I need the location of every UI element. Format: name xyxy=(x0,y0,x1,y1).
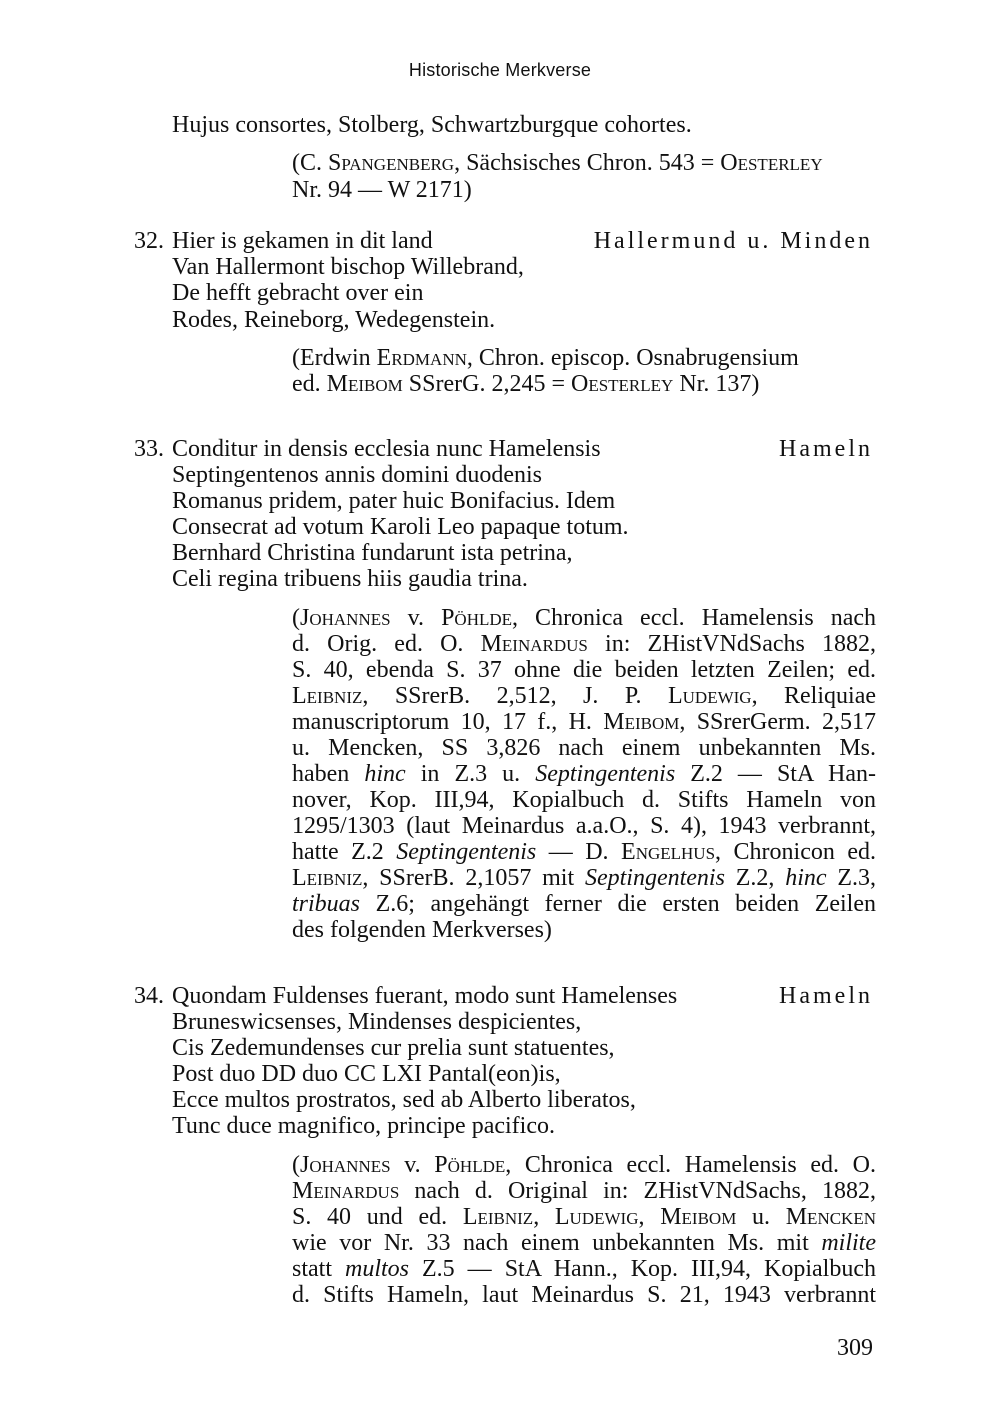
source-line: nover, Kop. III,94, Kopialbuch d. Stifts Hameln von xyxy=(292,787,876,813)
author-name: Oesterley xyxy=(720,150,823,176)
source-line: S. 40 und ed. Leibniz, Ludewig, Meibom u. Mencken xyxy=(292,1204,876,1230)
verse-line: De hefft gebracht over ein xyxy=(172,280,424,306)
author-name: Johannes xyxy=(300,1152,391,1178)
place-name: Hameln xyxy=(779,983,873,1009)
verse-line: Ecce multos prostratos, sed ab Alberto liberatos, xyxy=(172,1087,636,1113)
variant-reading: Septingentenis xyxy=(535,761,676,787)
verse-line: Van Hallermont bischop Willebrand, xyxy=(172,254,524,280)
verse-line: Conditur in densis ecclesia nunc Hamelensis xyxy=(172,436,601,462)
source-line: (Johannes v. Pöhlde, Chronica eccl. Hamelensis nach xyxy=(292,605,876,631)
verse-line: Bruneswicsenses, Mindenses despicientes, xyxy=(172,1009,582,1035)
source-line: d. Orig. ed. O. Meinardus in: ZHistVNdSachs 1882, xyxy=(292,631,876,657)
variant-reading: Septingentenis xyxy=(396,839,537,865)
variant-reading: milite xyxy=(821,1230,876,1256)
entry-number: 33. xyxy=(134,436,164,462)
source-line: S. 40, ebenda S. 37 ohne die beiden letzten Zeilen; ed. xyxy=(292,657,876,683)
verse-line: Rodes, Reineborg, Wedegenstein. xyxy=(172,307,496,333)
verse-line: Romanus pridem, pater huic Bonifacius. Idem xyxy=(172,488,616,514)
place-name: Hallermund u. Minden xyxy=(593,228,873,254)
variant-reading: multos xyxy=(345,1256,410,1282)
source-line: d. Stifts Hameln, laut Meinardus S. 21, 1943 verbrannt xyxy=(292,1282,876,1308)
author-name: Leibniz xyxy=(292,683,363,709)
entry-number: 34. xyxy=(134,983,164,1009)
source-line: wie vor Nr. 33 nach einem unbekannten Ms. mit milite xyxy=(292,1230,876,1256)
source-line: ed. Meibom SSrerG. 2,245 = Oesterley Nr. 137) xyxy=(292,371,760,397)
source-line: manuscriptorum 10, 17 f., H. Meibom, SSrerGerm. 2,517 xyxy=(292,709,876,735)
source-line: u. Mencken, SS 3,826 nach einem unbekannten Ms. xyxy=(292,735,876,761)
author-name: Meinardus xyxy=(480,631,588,657)
author-name: Meibom xyxy=(603,709,680,735)
source-line: tribuas Z.6; angehängt ferner die ersten beiden Zeilen xyxy=(292,891,876,917)
verse-line: Consecrat ad votum Karoli Leo papaque totum. xyxy=(172,514,629,540)
verse-line: Bernhard Christina fundarunt ista petrina, xyxy=(172,540,573,566)
source-line: (Johannes v. Pöhlde, Chronica eccl. Hamelensis ed. O. xyxy=(292,1152,876,1178)
verse-line: Tunc duce magnifico, principe pacifico. xyxy=(172,1113,555,1139)
variant-reading: tribuas xyxy=(292,891,361,917)
source-line: hatte Z.2 Septingentenis — D. Engelhus, Chronicon ed. xyxy=(292,839,876,865)
author-name: Meibom xyxy=(326,371,403,397)
verse-line: Cis Zedemundenses cur prelia sunt statuentes, xyxy=(172,1035,615,1061)
verse-line: Celi regina tribuens hiis gaudia trina. xyxy=(172,566,528,592)
source-line: Nr. 94 — W 2171) xyxy=(292,177,472,203)
author-name: Leibniz xyxy=(292,865,363,891)
author-name: Meibom xyxy=(660,1204,737,1230)
author-name: Engelhus xyxy=(621,839,716,865)
page-number: 309 xyxy=(837,1335,873,1361)
author-name: Mencken xyxy=(785,1204,876,1230)
place-name: Hameln xyxy=(779,436,873,462)
author-name: Ludewig xyxy=(554,1204,639,1230)
source-line: Meinardus nach d. Original in: ZHistVNdSachs, 1882, xyxy=(292,1178,876,1204)
variant-reading: hinc xyxy=(785,865,827,891)
author-name: Leibniz xyxy=(462,1204,534,1230)
author-name: Ludewig xyxy=(667,683,752,709)
verse-line: Quondam Fuldenses fuerant, modo sunt Hamelenses xyxy=(172,983,678,1009)
verse-line: Hujus consortes, Stolberg, Schwartzburgque cohortes. xyxy=(172,112,692,138)
source-line: Leibniz, SSrerB. 2,1057 mit Septingentenis Z.2, hinc Z.3, xyxy=(292,865,876,891)
source-line: haben hinc in Z.3 u. Septingentenis Z.2 — StA Han- xyxy=(292,761,877,787)
author-name: Spangenberg xyxy=(328,150,455,176)
author-name: Pöhlde xyxy=(434,1152,506,1178)
source-line: statt multos Z.5 — StA Hann., Kop. III,94, Kopialbuch xyxy=(292,1256,876,1282)
variant-reading: Septingentenis xyxy=(584,865,725,891)
entry-number: 32. xyxy=(134,228,164,254)
source-line: Leibniz, SSrerB. 2,512, J. P. Ludewig, Reliquiae xyxy=(292,683,876,709)
verse-line: Hier is gekamen in dit land xyxy=(172,228,433,254)
verse-line: Septingentenos annis domini duodenis xyxy=(172,462,542,488)
running-title: Historische Merkverse xyxy=(408,60,592,80)
variant-reading: hinc xyxy=(364,761,406,787)
source-line: (C. Spangenberg, Sächsisches Chron. 543 = Oesterley xyxy=(292,150,823,176)
source-line: (Erdwin Erdmann, Chron. episcop. Osnabrugensium xyxy=(292,345,799,371)
source-line: 1295/1303 (laut Meinardus a.a.O., S. 4), 1943 verbrannt, xyxy=(292,813,876,839)
author-name: Johannes xyxy=(300,605,391,631)
author-name: Erdmann xyxy=(376,345,467,371)
source-line: des folgenden Merkverses) xyxy=(292,917,552,943)
verse-line: Post duo DD duo CC LXI Pantal(eon)is, xyxy=(172,1061,561,1087)
author-name: Pöhlde xyxy=(441,605,513,631)
author-name: Oesterley xyxy=(570,371,674,397)
author-name: Meinardus xyxy=(292,1178,400,1204)
